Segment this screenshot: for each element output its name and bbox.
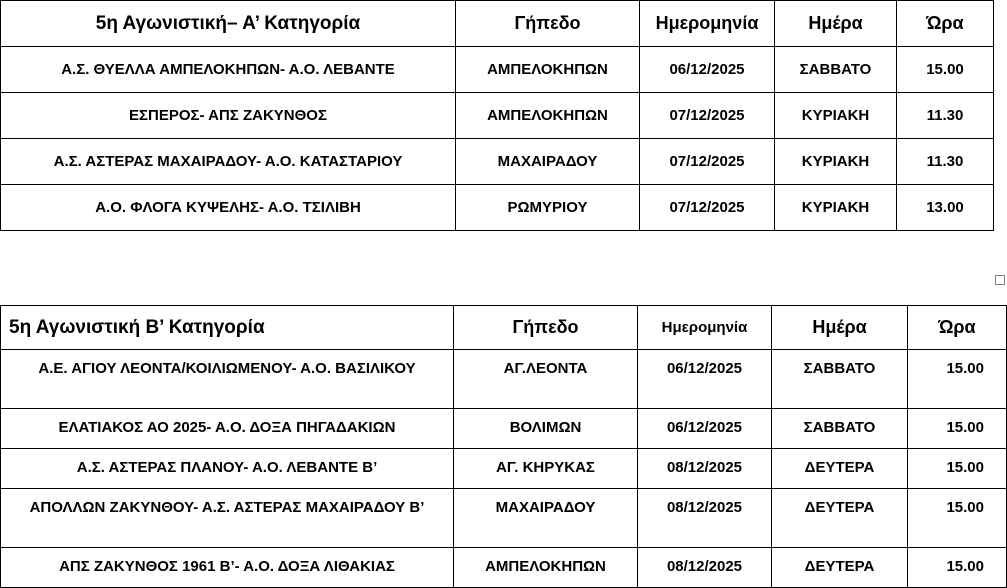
table-b-title: 5η Αγωνιστική Β’ Κατηγορία (1, 306, 454, 350)
day-cell: ΣΑΒΒΑΤΟ (772, 409, 908, 449)
match-cell: ΑΠΟΛΛΩΝ ΖΑΚΥΝΘΟΥ- Α.Σ. ΑΣΤΕΡΑΣ ΜΑΧΑΙΡΑΔΟΥ Β’ (1, 489, 454, 548)
match-cell: Α.Σ. ΘΥΕΛΛΑ ΑΜΠΕΛΟΚΗΠΩΝ- Α.Ο. ΛΕΒΑΝΤΕ (1, 47, 456, 93)
time-cell: 15.00 (908, 350, 1007, 409)
field-cell: ΑΓ. ΚΗΡΥΚΑΣ (454, 449, 638, 489)
day-cell: ΔΕΥΤΕΡΑ (772, 449, 908, 489)
table-row (1, 350, 1007, 409)
field-column-header: Γήπεδο (456, 1, 640, 47)
field-cell: ΑΜΠΕΛΟΚΗΠΩΝ (456, 47, 640, 93)
match-cell: Α.Ο. ΦΛΟΓΑ ΚΥΨΕΛΗΣ- Α.Ο. ΤΣΙΛΙΒΗ (1, 185, 456, 231)
time-cell: 11.30 (897, 93, 994, 139)
table-header-row (1, 1, 994, 47)
match-cell: ΑΠΣ ΖΑΚΥΝΘΟΣ 1961 Β’- Α.Ο. ΔΟΞΑ ΛΙΘΑΚΙΑΣ (1, 548, 454, 588)
day-cell: ΣΑΒΒΑΤΟ (775, 47, 897, 93)
time-column-header: Ώρα (897, 1, 994, 47)
date-cell: 07/12/2025 (640, 185, 775, 231)
time-cell: 11.30 (897, 139, 994, 185)
table-a-title: 5η Αγωνιστική– Α’ Κατηγορία (1, 1, 456, 47)
match-cell: ΕΣΠΕΡΟΣ- ΑΠΣ ΖΑΚΥΝΘΟΣ (1, 93, 456, 139)
date-cell: 06/12/2025 (640, 47, 775, 93)
table-row (1, 139, 994, 185)
match-cell: Α.Σ. ΑΣΤΕΡΑΣ ΜΑΧΑΙΡΑΔΟΥ- Α.Ο. ΚΑΤΑΣΤΑΡΙΟΥ (1, 139, 456, 185)
match-cell: Α.Σ. ΑΣΤΕΡΑΣ ΠΛΑΝΟΥ- Α.Ο. ΛΕΒΑΝΤΕ Β’ (1, 449, 454, 489)
table-row (1, 449, 1007, 489)
table-row (1, 47, 994, 93)
field-cell: ΒΟΛΙΜΩΝ (454, 409, 638, 449)
checkbox-marker (995, 275, 1005, 285)
field-column-header: Γήπεδο (454, 306, 638, 350)
time-cell: 15.00 (908, 449, 1007, 489)
table-row (1, 185, 994, 231)
category-b-schedule-table (0, 305, 1007, 588)
day-column-header: Ημέρα (772, 306, 908, 350)
day-cell: ΚΥΡΙΑΚΗ (775, 139, 897, 185)
date-cell: 08/12/2025 (638, 449, 772, 489)
date-cell: 07/12/2025 (640, 93, 775, 139)
date-cell: 08/12/2025 (638, 548, 772, 588)
date-cell: 08/12/2025 (638, 489, 772, 548)
time-cell: 15.00 (908, 409, 1007, 449)
table-row (1, 489, 1007, 548)
match-cell: Α.Ε. ΑΓΙΟΥ ΛΕΟΝΤΑ/ΚΟΙΛΙΩΜΕΝΟΥ- Α.Ο. ΒΑΣΙΛΙΚΟΥ (1, 350, 454, 409)
match-cell: ΕΛΑΤΙΑΚΟΣ ΑΟ 2025- Α.Ο. ΔΟΞΑ ΠΗΓΑΔΑΚΙΩΝ (1, 409, 454, 449)
day-cell: ΣΑΒΒΑΤΟ (772, 350, 908, 409)
date-cell: 07/12/2025 (640, 139, 775, 185)
date-column-header: Ημερομηνία (638, 306, 772, 350)
table-header-row (1, 306, 1007, 350)
time-column-header: Ώρα (908, 306, 1007, 350)
field-cell: ΡΩΜΥΡΙΟΥ (456, 185, 640, 231)
date-cell: 06/12/2025 (638, 350, 772, 409)
category-a-schedule-table (0, 0, 994, 231)
field-cell: ΑΜΠΕΛΟΚΗΠΩΝ (454, 548, 638, 588)
date-column-header: Ημερομηνία (640, 1, 775, 47)
time-cell: 15.00 (908, 548, 1007, 588)
time-cell: 15.00 (908, 489, 1007, 548)
field-cell: ΑΜΠΕΛΟΚΗΠΩΝ (456, 93, 640, 139)
date-cell: 06/12/2025 (638, 409, 772, 449)
day-cell: ΔΕΥΤΕΡΑ (772, 489, 908, 548)
time-cell: 15.00 (897, 47, 994, 93)
table-row (1, 93, 994, 139)
field-cell: ΑΓ.ΛΕΟΝΤΑ (454, 350, 638, 409)
day-cell: ΚΥΡΙΑΚΗ (775, 93, 897, 139)
time-cell: 13.00 (897, 185, 994, 231)
day-column-header: Ημέρα (775, 1, 897, 47)
table-row (1, 548, 1007, 588)
day-cell: ΚΥΡΙΑΚΗ (775, 185, 897, 231)
table-row (1, 409, 1007, 449)
field-cell: ΜΑΧΑΙΡΑΔΟΥ (454, 489, 638, 548)
field-cell: ΜΑΧΑΙΡΑΔΟΥ (456, 139, 640, 185)
day-cell: ΔΕΥΤΕΡΑ (772, 548, 908, 588)
